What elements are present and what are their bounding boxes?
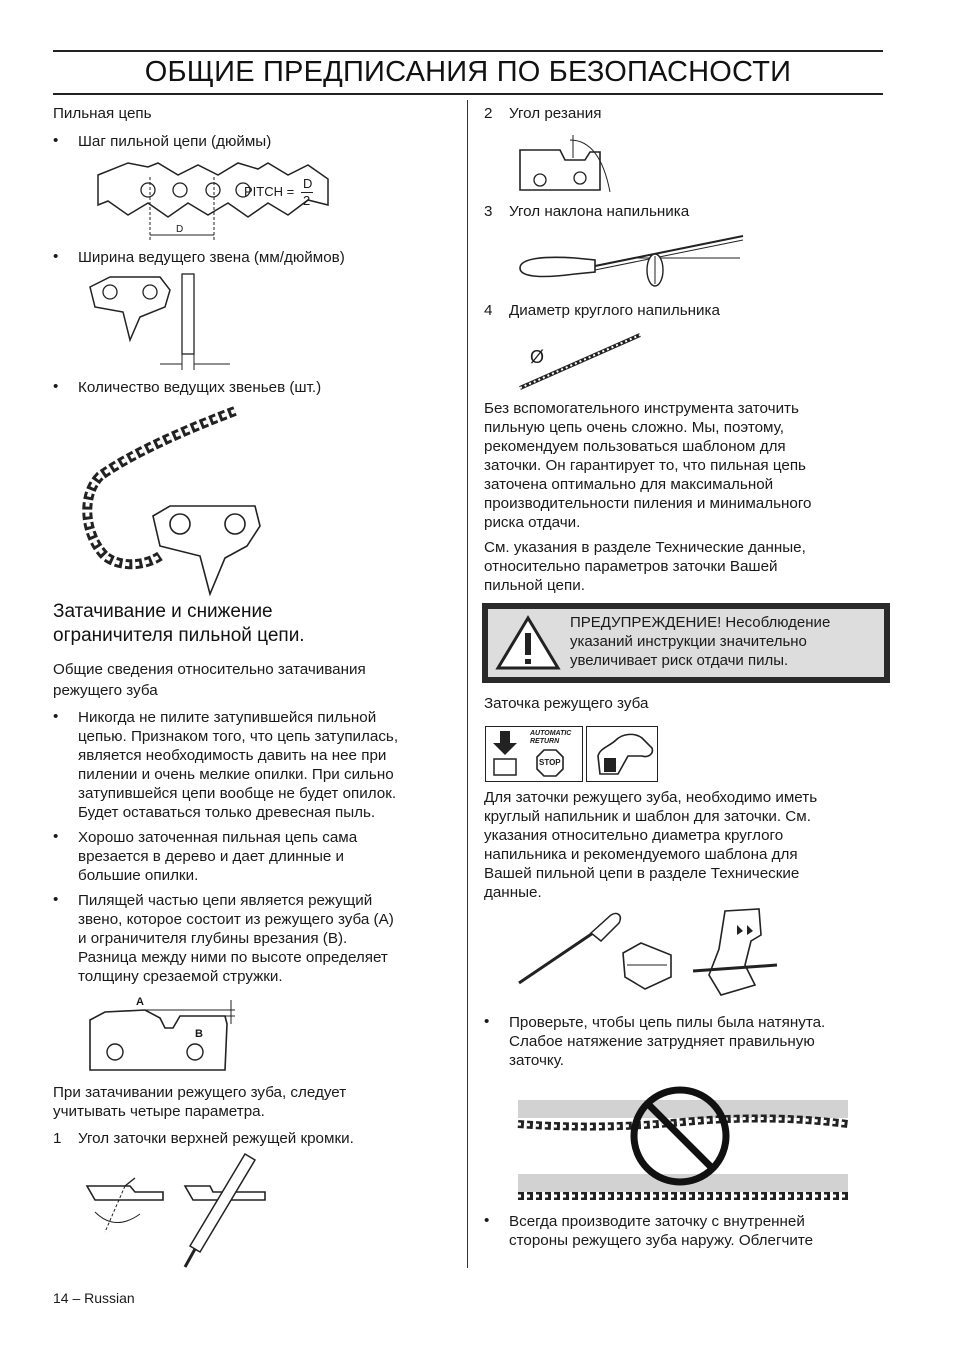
text-line: Для заточки режущего зуба, необходимо иметь	[484, 789, 818, 806]
text-line: Хорошо заточенная пильная цепь сама	[78, 829, 358, 846]
section-heading: Затачивание и снижение	[53, 601, 273, 622]
stop-text: STOP	[539, 758, 561, 767]
text-line: пилении и очень мелкие опилки. При сильно	[78, 766, 394, 783]
top-plate-angle-diagram	[85, 1152, 275, 1272]
text-line: является необходимость давить на нее при	[78, 747, 387, 764]
bullet: •	[484, 1013, 490, 1030]
param3-number: 3	[484, 203, 493, 220]
general-info-line2: режущего зуба	[53, 682, 158, 699]
diameter-symbol: Ø	[530, 347, 545, 367]
automatic-text: AUTOMATIC	[530, 730, 572, 737]
text-line: Всегда производите заточку с внутренней	[509, 1213, 805, 1230]
arrow-down-icon	[490, 729, 520, 779]
text-line: толщину срезаемой стружки.	[78, 968, 283, 985]
text-line: Никогда не пилите затупившейся пильной	[78, 709, 377, 726]
bullet-cutting-link	[78, 891, 394, 986]
label-a: A	[136, 996, 144, 1008]
cutting-angle-diagram	[515, 130, 625, 200]
bullet: •	[53, 378, 59, 395]
bullet-sharp-chain	[78, 828, 357, 885]
text-line: Разница между ними по высоте определяет	[78, 949, 388, 966]
sharpening-tools-diagram	[515, 905, 795, 1005]
four-params-line1: При затачивании режущего зуба, следует	[53, 1084, 347, 1101]
gauge-item: Ширина ведущего звена (мм/дюймов)	[78, 249, 345, 266]
text-line: См. указания в разделе Технические данные,	[484, 539, 806, 556]
text-line: круглый напильник и шаблон для заточки. См.	[484, 808, 811, 825]
saw-chain-label: Пильная цепь	[53, 105, 152, 122]
text-line: цепью. Признаком того, что цепь затупилась,	[78, 728, 399, 745]
file-angle-diagram	[515, 228, 745, 298]
return-text: RETURN	[530, 738, 560, 745]
header-top-rule	[53, 50, 883, 52]
label-b: B	[195, 1028, 203, 1040]
bullet: •	[53, 132, 59, 149]
glove-icon	[588, 728, 656, 780]
general-info-line1: Общие сведения относительно затачивания	[53, 661, 366, 678]
text-line: заточки. Он гарантирует то, что пильная цепь	[484, 457, 806, 474]
bullet-dull-chain	[78, 708, 398, 822]
text-line: напильника и рекомендуемого шаблона для	[484, 846, 798, 863]
text-line: риска отдачи.	[484, 514, 581, 531]
gauge-diagram	[85, 272, 235, 372]
text-line: пильной цепи.	[484, 577, 585, 594]
text-line: Пилящей частью цепи является режущий	[78, 892, 373, 909]
text-line: пильную цепь очень сложно. Мы, поэтому,	[484, 419, 784, 436]
text-line: Слабое натяжение затрудняет правильную	[509, 1033, 815, 1050]
section-heading-line2: ограничителя пильной цепи.	[53, 625, 305, 646]
text-line: Проверьте, чтобы цепь пилы была натянута.	[509, 1014, 826, 1031]
text-line: Вашей пильной цепи в разделе Технические	[484, 865, 800, 882]
text-line: стороны режущего зуба наружу. Облегчите	[509, 1232, 814, 1249]
tech-data-reference	[484, 538, 806, 595]
four-params-line2: учитывать четыре параметра.	[53, 1103, 265, 1120]
text-line: относительно параметров заточки Вашей	[484, 558, 778, 575]
warning-box	[482, 603, 890, 683]
param2-number: 2	[484, 105, 493, 122]
warning-triangle-icon	[496, 615, 560, 671]
template-recommendation	[484, 399, 812, 532]
text-line: и ограничителя глубины врезания (В).	[78, 930, 348, 947]
bullet-inside-out	[509, 1212, 813, 1250]
chain-loop-diagram	[75, 396, 265, 596]
page-title: ОБЩИЕ ПРЕДПИСАНИЯ ПО БЕЗОПАСНОСТИ	[144, 56, 792, 88]
drivelinks-item: Количество ведущих звеньев (шт.)	[78, 379, 322, 396]
text-line: данные.	[484, 884, 542, 901]
tools-needed-text	[484, 788, 817, 902]
warning-box-inner	[488, 609, 884, 677]
text-line: увеличивает риск отдачи пилы.	[570, 652, 789, 669]
bullet: •	[53, 891, 59, 908]
bullet: •	[484, 1212, 490, 1229]
bullet: •	[53, 248, 59, 265]
text-line: звено, которое состоит из режущего зуба (А)	[78, 911, 394, 928]
text-line: производительности пиления и минимального	[484, 495, 812, 512]
param4-text: Диаметр круглого напильника	[509, 302, 720, 319]
bullet: •	[53, 828, 59, 845]
text-line: Без вспомогательного инструмента заточить	[484, 400, 799, 417]
text-line: рекомендуем пользоваться шаблоном для	[484, 438, 786, 455]
automatic-return-stop-pictogram	[485, 726, 583, 782]
warning-text	[570, 613, 876, 670]
pitch-dim-label: D	[176, 224, 184, 235]
cutter-ab-diagram	[85, 1000, 255, 1080]
column-divider	[467, 100, 468, 1268]
text-line: большие опилки.	[78, 867, 199, 884]
chain-tension-diagram	[518, 1078, 848, 1208]
page-footer: 14 – Russian	[53, 1290, 135, 1306]
param2-text: Угол резания	[509, 105, 602, 122]
text-line: ПРЕДУПРЕЖДЕНИЕ! Несоблюдение	[570, 614, 831, 631]
pitch-denominator: 2	[303, 193, 311, 208]
bullet-chain-tension	[509, 1013, 825, 1070]
text-line: врезается в дерево и дает длинные и	[78, 848, 345, 865]
param3-text: Угол наклона напильника	[509, 203, 690, 220]
text-line: указаний инструкции значительно	[570, 633, 807, 650]
pitch-item: Шаг пильной цепи (дюймы)	[78, 133, 272, 150]
pitch-numerator: D	[303, 176, 313, 191]
text-line: заточку.	[509, 1052, 564, 1069]
header-bottom-rule	[53, 93, 883, 95]
glove-pictogram	[586, 726, 658, 782]
text-line: Будет оставаться только древесная пыль.	[78, 804, 376, 821]
param4-number: 4	[484, 302, 493, 319]
text-line: заточена оптимально для максимальной	[484, 476, 774, 493]
param1-number: 1	[53, 1130, 62, 1147]
text-line: затупившейся цепи вообще не будет опилок.	[78, 785, 397, 802]
sharpen-cutter-label: Заточка режущего зуба	[484, 695, 649, 712]
param1-text: Угол заточки верхней режущей кромки.	[78, 1130, 354, 1147]
text-line: указания относительно диаметра круглого	[484, 827, 784, 844]
bullet: •	[53, 708, 59, 725]
pitch-formula-label: PITCH =	[244, 184, 295, 199]
